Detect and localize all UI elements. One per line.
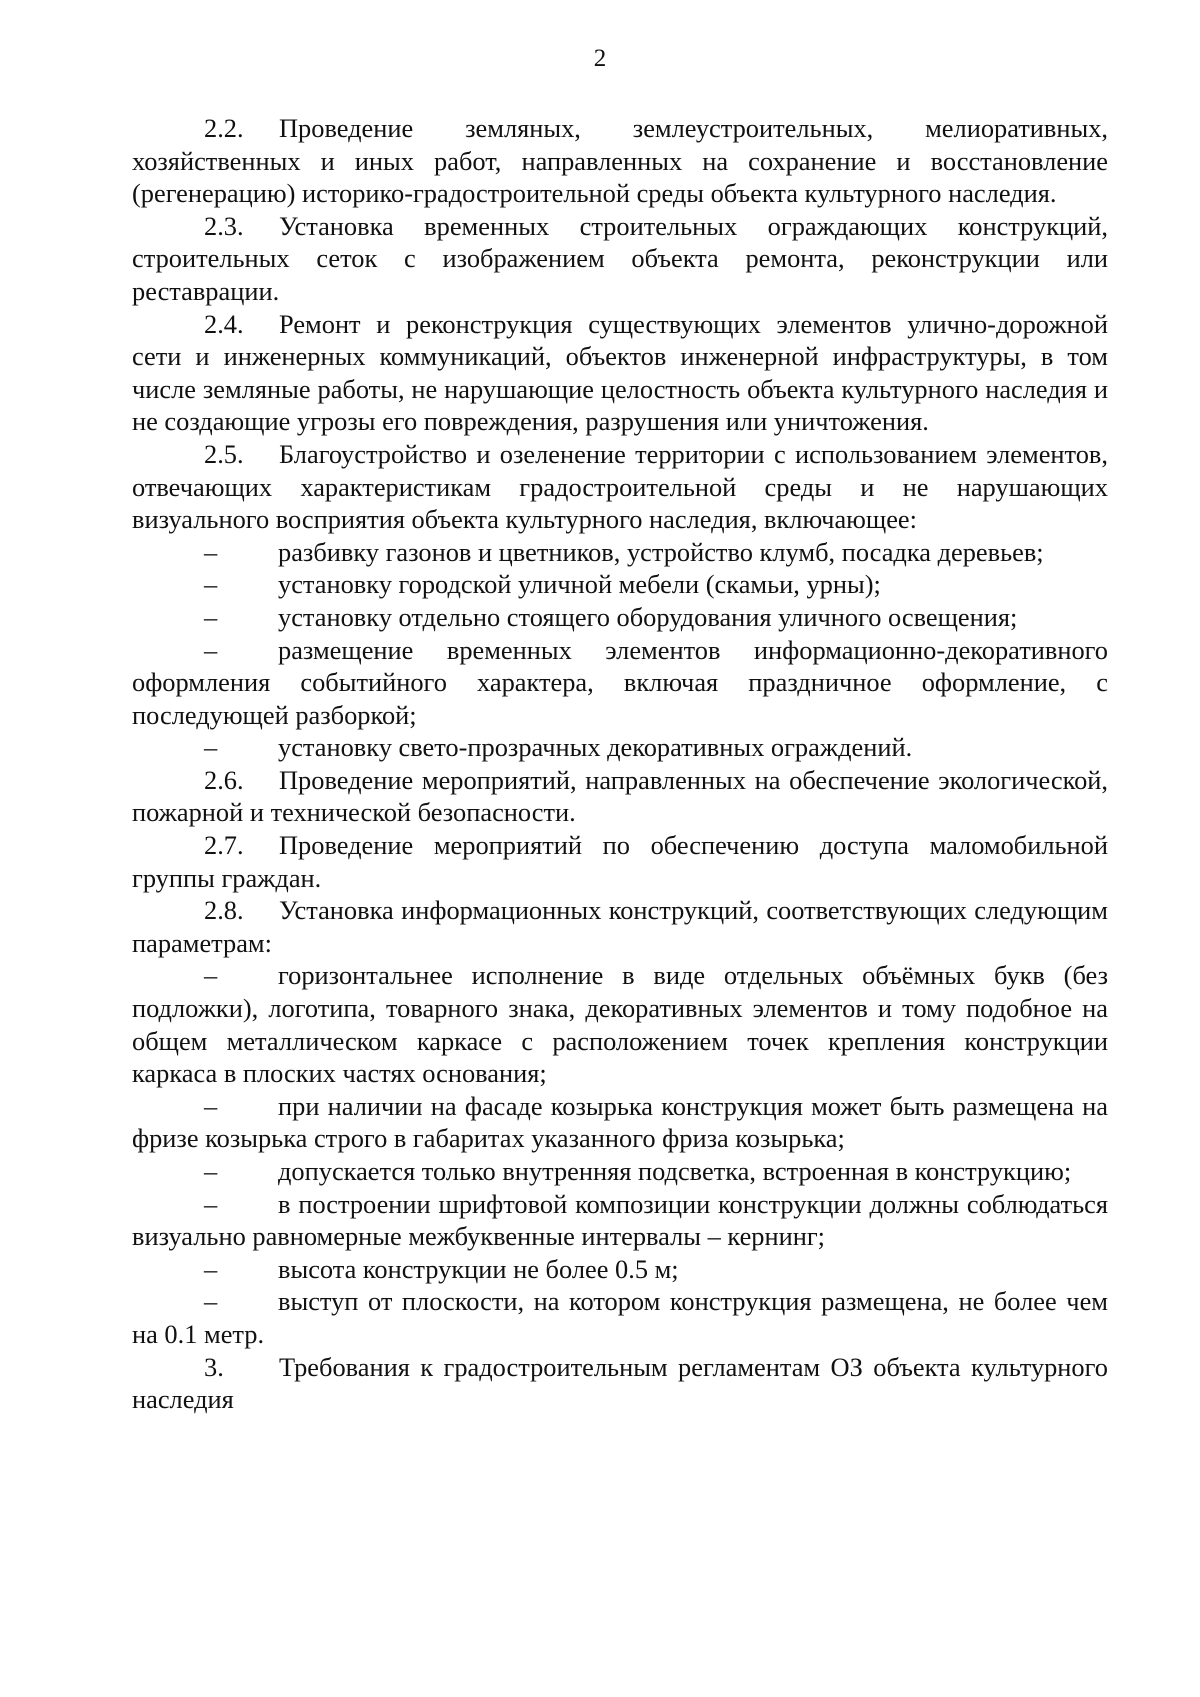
- item-number: 2.3.: [204, 210, 244, 241]
- list-item-text: разбивку газонов и цветников, устройство клумб, посадка деревьев;: [278, 536, 1044, 567]
- item-2-3: [132, 210, 1108, 308]
- item-text: Проведение мероприятий, направленных на обеспечение экологической, пожарной и технической безопасности.: [132, 764, 1108, 828]
- dash-marker: –: [204, 1253, 218, 1284]
- list-item: [132, 1090, 1108, 1155]
- dash-marker: –: [204, 634, 218, 665]
- item-text: Установка информационных конструкций, соответствующих следующим параметрам:: [132, 895, 1108, 958]
- list-item-text: установку городской уличной мебели (скамьи, урны);: [278, 569, 881, 600]
- item-text: Ремонт и реконструкция существующих элементов улично-дорожной сети и инженерных коммуникаций, объектов инженерной инфраструктуры, в том числе земляные работы, не нарушающие целостность объекта культурного наследия и не создающие угрозы его повреждения, разрушения или уничтожения.: [132, 308, 1108, 437]
- dash-marker: –: [204, 1286, 218, 1317]
- list-item: [132, 1285, 1108, 1350]
- list-item-text: установку свето-прозрачных декоративных ограждений.: [278, 732, 913, 763]
- dash-marker: –: [204, 960, 218, 991]
- dash-marker: –: [204, 569, 218, 600]
- item-number: 2.5.: [204, 438, 244, 469]
- item-number: 2.6.: [204, 764, 244, 795]
- item-text: Установка временных строительных ограждающих конструкций, строительных сеток с изображением объекта ремонта, реконструкции или реставрации.: [132, 210, 1108, 306]
- item-2-7: [132, 829, 1108, 894]
- item-number: 2.4.: [204, 308, 244, 339]
- list-item-text: выступ от плоскости, на котором конструкция размещена, не более чем на 0.1 метр.: [132, 1286, 1108, 1349]
- dash-marker: –: [204, 1188, 218, 1219]
- item-2-8: [132, 894, 1108, 959]
- document-body: [132, 112, 1108, 1416]
- list-item: [132, 1188, 1108, 1253]
- list-item-text: допускается только внутренняя подсветка, встроенная в конструкцию;: [278, 1156, 1072, 1186]
- list-item-text: при наличии на фасаде козырька конструкция может быть размещена на фризе козырька строго в габаритах указанного фриза козырька;: [132, 1090, 1108, 1154]
- item-3: [132, 1351, 1108, 1416]
- list-item: [132, 731, 1108, 764]
- item-text: Проведение земляных, землеустроительных, мелиоративных, хозяйственных и иных работ, направленных на сохранение и восстановление (регенерацию) историко-градостроительной среды объекта культурного наследия.: [132, 113, 1108, 209]
- item-text: Благоустройство и озеленение территории с использованием элементов, отвечающих характеристикам градостроительной среды и не нарушающих визуального восприятия объекта культурного наследия, включающее:: [132, 438, 1108, 535]
- list-item: [132, 601, 1108, 634]
- item-2-6: [132, 764, 1108, 829]
- list-item: [132, 568, 1108, 601]
- list-item: [132, 959, 1108, 1089]
- dash-marker: –: [204, 601, 218, 632]
- item-number: 3.: [204, 1351, 224, 1382]
- page-number: 2: [593, 45, 607, 72]
- item-number: 2.2.: [204, 113, 244, 143]
- list-item: [132, 536, 1108, 569]
- item-2-2: [132, 112, 1108, 210]
- list-item-text: горизонтальнее исполнение в виде отдельных объёмных букв (без подложки), логотипа, товарного знака, декоративных элементов и тому подобное на общем металлическом каркасе с расположением точек крепления конструкции каркаса в плоских частях основания;: [132, 960, 1108, 1089]
- list-item: [132, 634, 1108, 732]
- list-item-text: установку отдельно стоящего оборудования уличного освещения;: [278, 601, 1018, 632]
- list-item: [132, 1253, 1108, 1286]
- item-text: Проведение мероприятий по обеспечению доступа маломобильной группы граждан.: [132, 830, 1108, 893]
- dash-marker: –: [204, 536, 218, 567]
- item-number: 2.8.: [204, 895, 244, 926]
- list-item-text: высота конструкции не более 0.5 м;: [278, 1253, 679, 1284]
- list-item: [132, 1155, 1108, 1188]
- list-item-text: размещение временных элементов информационно-декоративного оформления событийного характера, включая праздничное оформление, с последующей разборкой;: [132, 634, 1108, 730]
- item-number: 2.7.: [204, 830, 244, 861]
- dash-marker: –: [204, 1090, 218, 1121]
- item-text: Требования к градостроительным регламентам ОЗ объекта культурного наследия: [132, 1351, 1108, 1415]
- item-2-4: [132, 308, 1108, 438]
- list-item-text: в построении шрифтовой композиции конструкции должны соблюдаться визуально равномерные межбуквенные интервалы – кернинг;: [132, 1188, 1108, 1252]
- item-2-5: [132, 438, 1108, 536]
- dash-marker: –: [204, 1156, 218, 1186]
- dash-marker: –: [204, 732, 218, 763]
